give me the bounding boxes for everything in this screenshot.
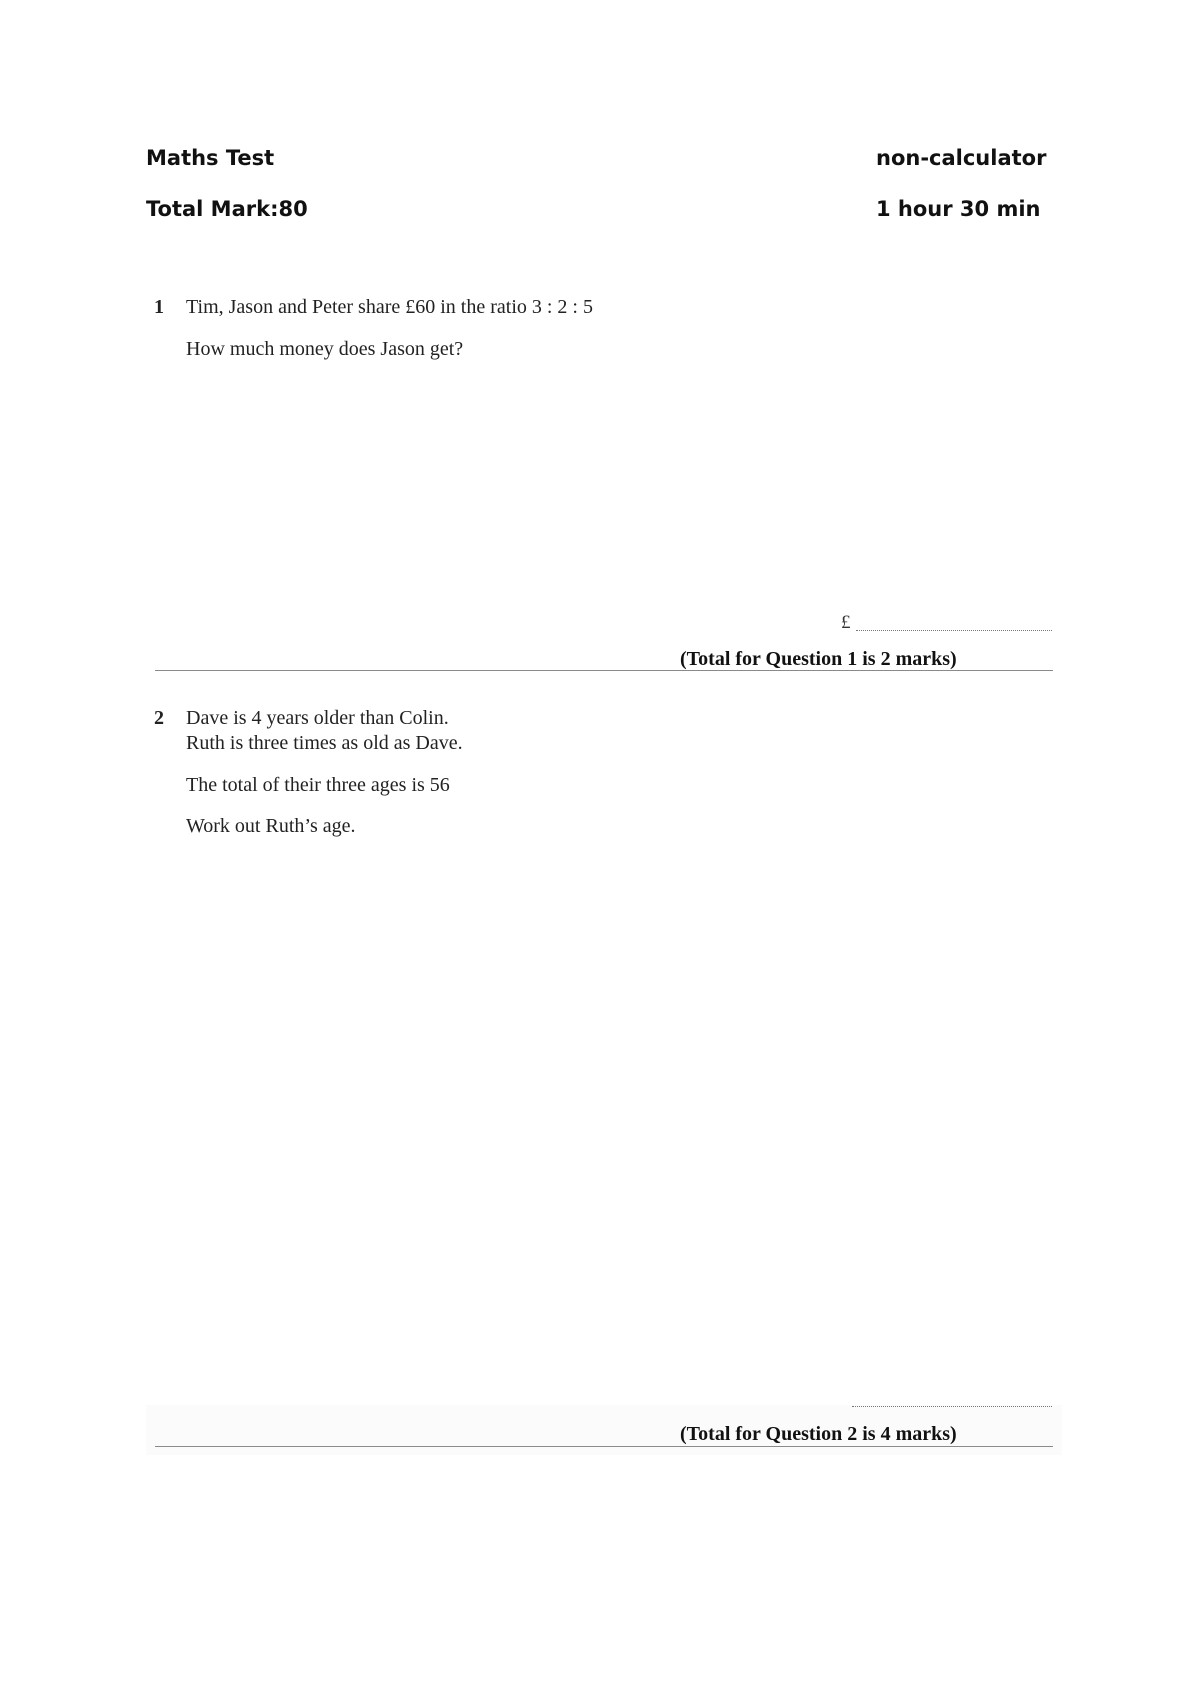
question-total: (Total for Question 2 is 4 marks)	[680, 1423, 957, 1445]
question-text: Dave is 4 years older than Colin.	[186, 707, 449, 729]
answer-line[interactable]	[856, 630, 1052, 631]
question-number: 2	[154, 707, 164, 729]
question-divider	[155, 670, 1053, 671]
question-text: Tim, Jason and Peter share £60 in the ratio 3 : 2 : 5	[186, 296, 593, 318]
question-text: Ruth is three times as old as Dave.	[186, 732, 463, 754]
question-text: The total of their three ages is 56	[186, 774, 450, 796]
question-text: Work out Ruth’s age.	[186, 815, 356, 837]
answer-currency-prefix: £	[841, 612, 851, 633]
calculator-mode: non-calculator	[876, 146, 1047, 170]
test-title: Maths Test	[146, 146, 275, 170]
total-mark: Total Mark:80	[146, 197, 308, 221]
question-divider	[155, 1446, 1053, 1447]
question-total: (Total for Question 1 is 2 marks)	[680, 648, 957, 670]
duration: 1 hour 30 min	[876, 197, 1041, 221]
question-text: How much money does Jason get?	[186, 338, 464, 360]
answer-line[interactable]	[852, 1406, 1052, 1407]
question-number: 1	[154, 296, 164, 318]
